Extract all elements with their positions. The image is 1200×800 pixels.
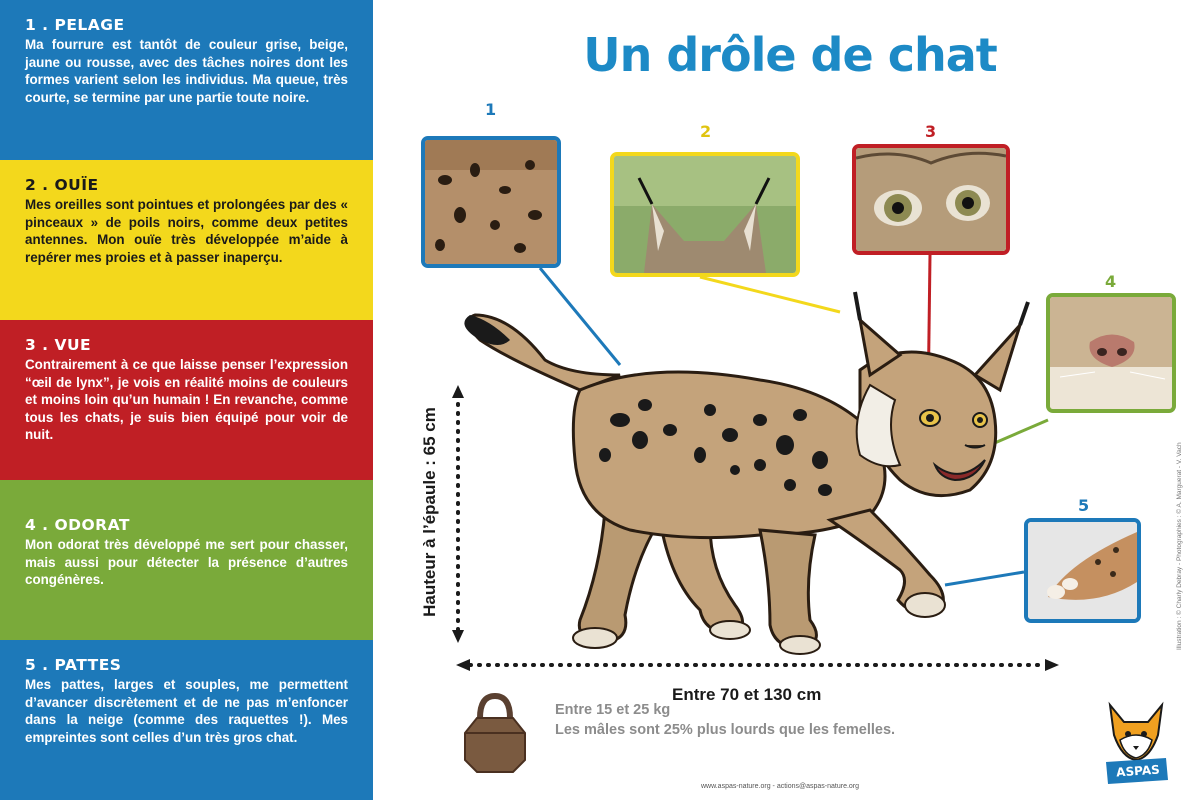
weight-note: Les mâles sont 25% plus lourds que les femelles. (555, 722, 896, 738)
weight-range: Entre 15 et 25 kg (555, 702, 671, 718)
fur-spots-photo (421, 136, 561, 268)
section-odorat (0, 480, 373, 640)
section-text: Mes pattes, larges et souples, me permettent d’avancer discrètement et de ne pas m’enfoncer dans la neige (comme des raquettes !). Mes empreintes sont celles d’un très gros chat. (25, 677, 348, 745)
section-title: 1 . PELAGE (25, 16, 125, 34)
section-ouie (0, 160, 373, 320)
section-text: Mon odorat très développé me sert pour chasser, mais aussi pour détecter la présence d’autres congénères. (25, 537, 348, 588)
ear-tufts-photo (610, 152, 800, 277)
weight-icon (455, 688, 535, 778)
section-title: 4 . ODORAT (25, 516, 130, 534)
weight-info (555, 700, 895, 740)
page-title: Un drôle de chat (583, 28, 997, 82)
height-label: Hauteur à l’épaule : 65 cm (420, 407, 439, 617)
length-label: Entre 70 et 130 cm (672, 685, 822, 704)
lynx-eyes-photo (852, 144, 1010, 255)
section-text: Ma fourrure est tantôt de couleur grise, beige, jaune ou rousse, avec des tâches noires dont les formes varient selon les individus. Ma queue, très courte, se termine par une partie toute noire. (25, 37, 348, 105)
aspas-logo (1100, 700, 1172, 785)
section-pattes (0, 640, 373, 800)
callout-number-5: 5 (1078, 496, 1090, 515)
photo-credit: Illustration : © Charly Debray - Photographies : © A. Marguerat - V. Vach (1176, 442, 1183, 650)
lynx-illustration (430, 280, 1070, 680)
callout-number-2: 2 (700, 122, 712, 141)
section-pelage (0, 0, 373, 160)
section-text: Contrairement à ce que laisse penser l’expression “œil de lynx”, je vois en réalité moins de couleurs et moins loin qu’un humain ! En revanche, comme tous les chats, je suis bien équipé pour voir de nuit. (25, 357, 348, 443)
sidebar (0, 0, 373, 800)
section-title: 2 . OUÏE (25, 176, 99, 194)
logo-text: ASPAS (1115, 762, 1161, 780)
callout-number-3: 3 (925, 122, 937, 141)
callout-number-4: 4 (1105, 272, 1117, 291)
section-title: 5 . PATTES (25, 656, 122, 674)
section-title: 3 . VUE (25, 336, 92, 354)
callout-number-1: 1 (485, 100, 497, 119)
section-text: Mes oreilles sont pointues et prolongées par des « pinceaux » de poils noirs, comme deux petites antennes. Mon ouïe très développée m’aide à repérer mes proies et à passer inaperçu. (25, 197, 348, 265)
footer-contact: www.aspas-nature.org - actions@aspas-nature.org (700, 783, 860, 790)
section-vue (0, 320, 373, 480)
